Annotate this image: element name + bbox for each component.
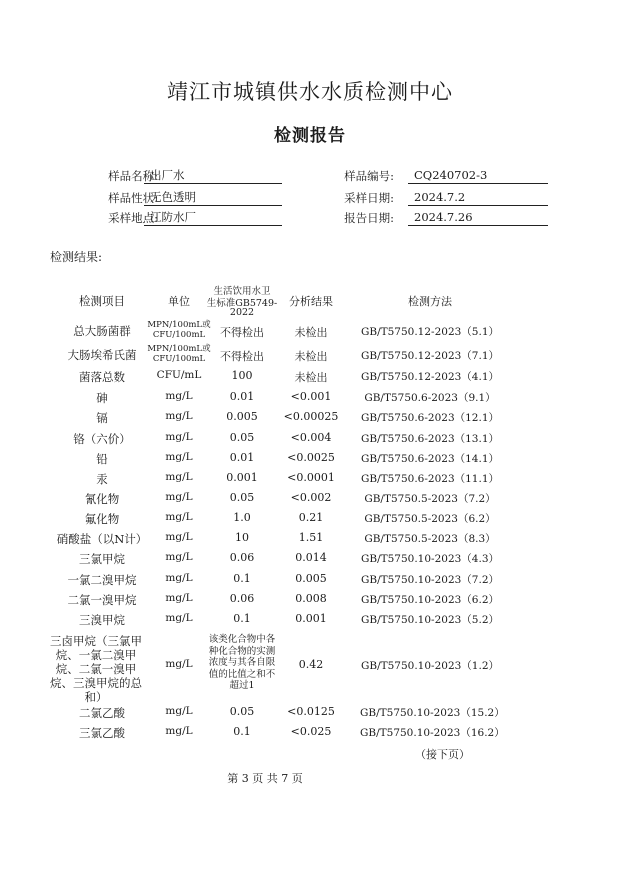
row-standard: 0.05 — [229, 705, 255, 718]
table-row — [0, 705, 620, 725]
sample-name-value: 出厂水 — [144, 168, 282, 184]
row-result: 1.51 — [298, 531, 324, 544]
sample-code-label: 样品编号: — [344, 169, 394, 183]
row-method: GB/T5750.10-2023（16.2） — [360, 727, 505, 739]
row-result: 0.005 — [295, 572, 327, 585]
row-unit: mg/L — [165, 658, 193, 670]
row-unit: mg/L — [165, 491, 193, 503]
row-method: GB/T5750.12-2023（4.1） — [360, 371, 500, 383]
row-unit: mg/L — [165, 431, 193, 443]
row-standard: 不得检出 — [220, 350, 264, 363]
sample-info — [0, 0, 620, 240]
row-method: GB/T5750.6-2023（14.1） — [360, 453, 500, 465]
row-method: GB/T5750.10-2023（1.2） — [360, 660, 500, 672]
row-standard: 0.06 — [229, 551, 255, 564]
row-standard: 1.0 — [233, 511, 251, 524]
row-result: 0.42 — [298, 658, 324, 671]
table-row — [0, 572, 620, 592]
row-item: 二氯乙酸 — [79, 706, 125, 720]
table-row — [0, 345, 620, 369]
report-title: 检测报告 — [274, 126, 346, 146]
row-unit: mg/L — [165, 572, 193, 584]
sample-name-label: 样品名称: — [108, 169, 158, 183]
row-unit: mg/L — [165, 592, 193, 604]
header-standard-line1: 生活饮用水卫 — [213, 286, 271, 297]
row-result: <0.001 — [290, 390, 332, 403]
table-row — [0, 592, 620, 612]
row-result: 未检出 — [294, 350, 328, 363]
row-item: 三卤甲烷（三氯甲烷、一氯二溴甲烷、二氯一溴甲烷、三溴甲烷的总和） — [50, 634, 142, 704]
row-standard: 0.1 — [233, 572, 251, 585]
table-row — [0, 471, 620, 491]
row-result: <0.00025 — [283, 410, 339, 423]
row-unit: CFU/mL — [156, 369, 202, 381]
sample-appearance-value: 无色透明 — [144, 190, 282, 206]
row-method: GB/T5750.5-2023（8.3） — [364, 533, 496, 545]
row-unit-line2: CFU/100mL — [152, 330, 206, 340]
table-row — [0, 725, 620, 745]
row-unit: mg/L — [165, 451, 193, 463]
row-method: GB/T5750.10-2023（15.2） — [360, 707, 505, 719]
row-standard: 0.05 — [229, 491, 255, 504]
table-row — [0, 390, 620, 410]
row-unit-line1: MPN/100mL或 — [147, 320, 211, 330]
row-item: 氟化物 — [84, 512, 120, 526]
row-item: 三氯甲烷 — [79, 552, 125, 566]
table-row — [0, 491, 620, 511]
row-result: 0.21 — [298, 511, 324, 524]
row-unit: mg/L — [165, 551, 193, 563]
row-item: 三氯乙酸 — [79, 726, 125, 740]
row-method: GB/T5750.10-2023（6.2） — [360, 594, 500, 606]
row-unit: mg/L — [165, 390, 193, 402]
sample-code-value: CQ240702-3 — [408, 168, 548, 184]
row-method: GB/T5750.10-2023（4.3） — [360, 553, 500, 565]
row-item: 三溴甲烷 — [79, 613, 125, 627]
page-footer: 第 3 页 共 7 页 — [227, 772, 303, 785]
row-standard: 0.06 — [229, 592, 255, 605]
sampling-date-label: 采样日期: — [344, 191, 394, 205]
table-row — [0, 451, 620, 471]
header-standard-line3: 2022 — [229, 307, 255, 318]
row-method: GB/T5750.12-2023（7.1） — [360, 350, 500, 362]
row-unit-line1: MPN/100mL或 — [147, 344, 211, 354]
row-result: <0.0001 — [287, 471, 335, 484]
report-date-value: 2024.7.26 — [408, 210, 548, 226]
org-title: 靖江市城镇供水水质检测中心 — [167, 80, 453, 104]
row-unit: mg/L — [165, 705, 193, 717]
row-result: <0.004 — [290, 431, 332, 444]
sampling-date-value: 2024.7.2 — [408, 190, 548, 206]
row-item: 一氯二溴甲烷 — [67, 573, 137, 587]
row-standard: 0.01 — [229, 390, 255, 403]
table-row — [0, 612, 620, 632]
row-result: 0.001 — [295, 612, 327, 625]
row-method: GB/T5750.6-2023（11.1） — [360, 473, 500, 485]
row-item: 砷 — [96, 391, 108, 405]
row-standard: 不得检出 — [220, 326, 264, 339]
row-result: 0.014 — [295, 551, 327, 564]
table-row — [0, 511, 620, 531]
table-row — [0, 321, 620, 345]
row-result: <0.002 — [290, 491, 332, 504]
row-unit: mg/L — [165, 410, 193, 422]
row-method: GB/T5750.6-2023（9.1） — [364, 392, 496, 404]
table-row — [0, 431, 620, 451]
row-method: GB/T5750.5-2023（6.2） — [364, 513, 496, 525]
row-item: 二氯一溴甲烷 — [67, 593, 137, 607]
row-standard: 0.005 — [226, 410, 258, 423]
header-item: 检测项目 — [79, 294, 125, 308]
row-item: 总大肠菌群 — [73, 324, 131, 338]
row-method: GB/T5750.6-2023（13.1） — [360, 433, 500, 445]
row-unit: mg/L — [165, 511, 193, 523]
sampling-location-label: 采样地点: — [108, 211, 158, 225]
sampling-location-value: 江防水厂 — [144, 210, 282, 226]
row-unit: mg/L — [165, 471, 193, 483]
row-item: 铅 — [96, 452, 108, 466]
row-item: 氰化物 — [84, 492, 120, 506]
row-item: 铬（六价） — [73, 432, 131, 446]
row-unit: mg/L — [165, 725, 193, 737]
row-standard: 10 — [235, 531, 249, 544]
row-standard: 0.1 — [233, 612, 251, 625]
row-result: 0.008 — [295, 592, 327, 605]
header-unit: 单位 — [168, 295, 190, 308]
row-method: GB/T5750.10-2023（5.2） — [360, 614, 500, 626]
row-method: GB/T5750.12-2023（5.1） — [360, 326, 500, 338]
row-standard: 0.001 — [226, 471, 258, 484]
row-result: 未检出 — [294, 326, 328, 339]
row-item: 镉 — [96, 411, 108, 425]
row-standard: 0.05 — [229, 431, 255, 444]
row-method: GB/T5750.6-2023（12.1） — [360, 412, 500, 424]
header-method: 检测方法 — [408, 295, 452, 308]
table-row — [0, 369, 620, 389]
row-item: 汞 — [96, 472, 108, 486]
header-result: 分析结果 — [289, 295, 333, 308]
row-result: <0.0125 — [287, 705, 335, 718]
row-standard: 该类化合物中各种化合物的实测浓度与其各自限值的比值之和不超过1 — [208, 634, 276, 691]
row-result: <0.0025 — [287, 451, 335, 464]
row-standard: 0.1 — [233, 725, 251, 738]
row-unit: mg/L — [165, 531, 193, 543]
row-result: <0.025 — [290, 725, 332, 738]
table-row — [0, 551, 620, 571]
row-result: 未检出 — [294, 371, 328, 384]
results-label: 检测结果: — [50, 250, 103, 264]
row-unit-line2: CFU/100mL — [152, 354, 206, 364]
row-standard: 100 — [231, 369, 253, 382]
table-row — [0, 531, 620, 551]
row-standard: 0.01 — [229, 451, 255, 464]
row-item: 菌落总数 — [79, 370, 125, 384]
table-row — [0, 634, 620, 704]
table-row — [0, 410, 620, 430]
header-standard-line2: 生标准GB5749- — [206, 298, 278, 309]
row-item: 硝酸盐（以N计） — [56, 532, 148, 546]
sample-appearance-label: 样品性状: — [108, 191, 158, 205]
continue-note: （接下页） — [415, 748, 470, 761]
row-unit: mg/L — [165, 612, 193, 624]
row-method: GB/T5750.5-2023（7.2） — [364, 493, 496, 505]
row-method: GB/T5750.10-2023（7.2） — [360, 574, 500, 586]
report-date-label: 报告日期: — [344, 211, 394, 225]
row-item: 大肠埃希氏菌 — [67, 348, 137, 362]
